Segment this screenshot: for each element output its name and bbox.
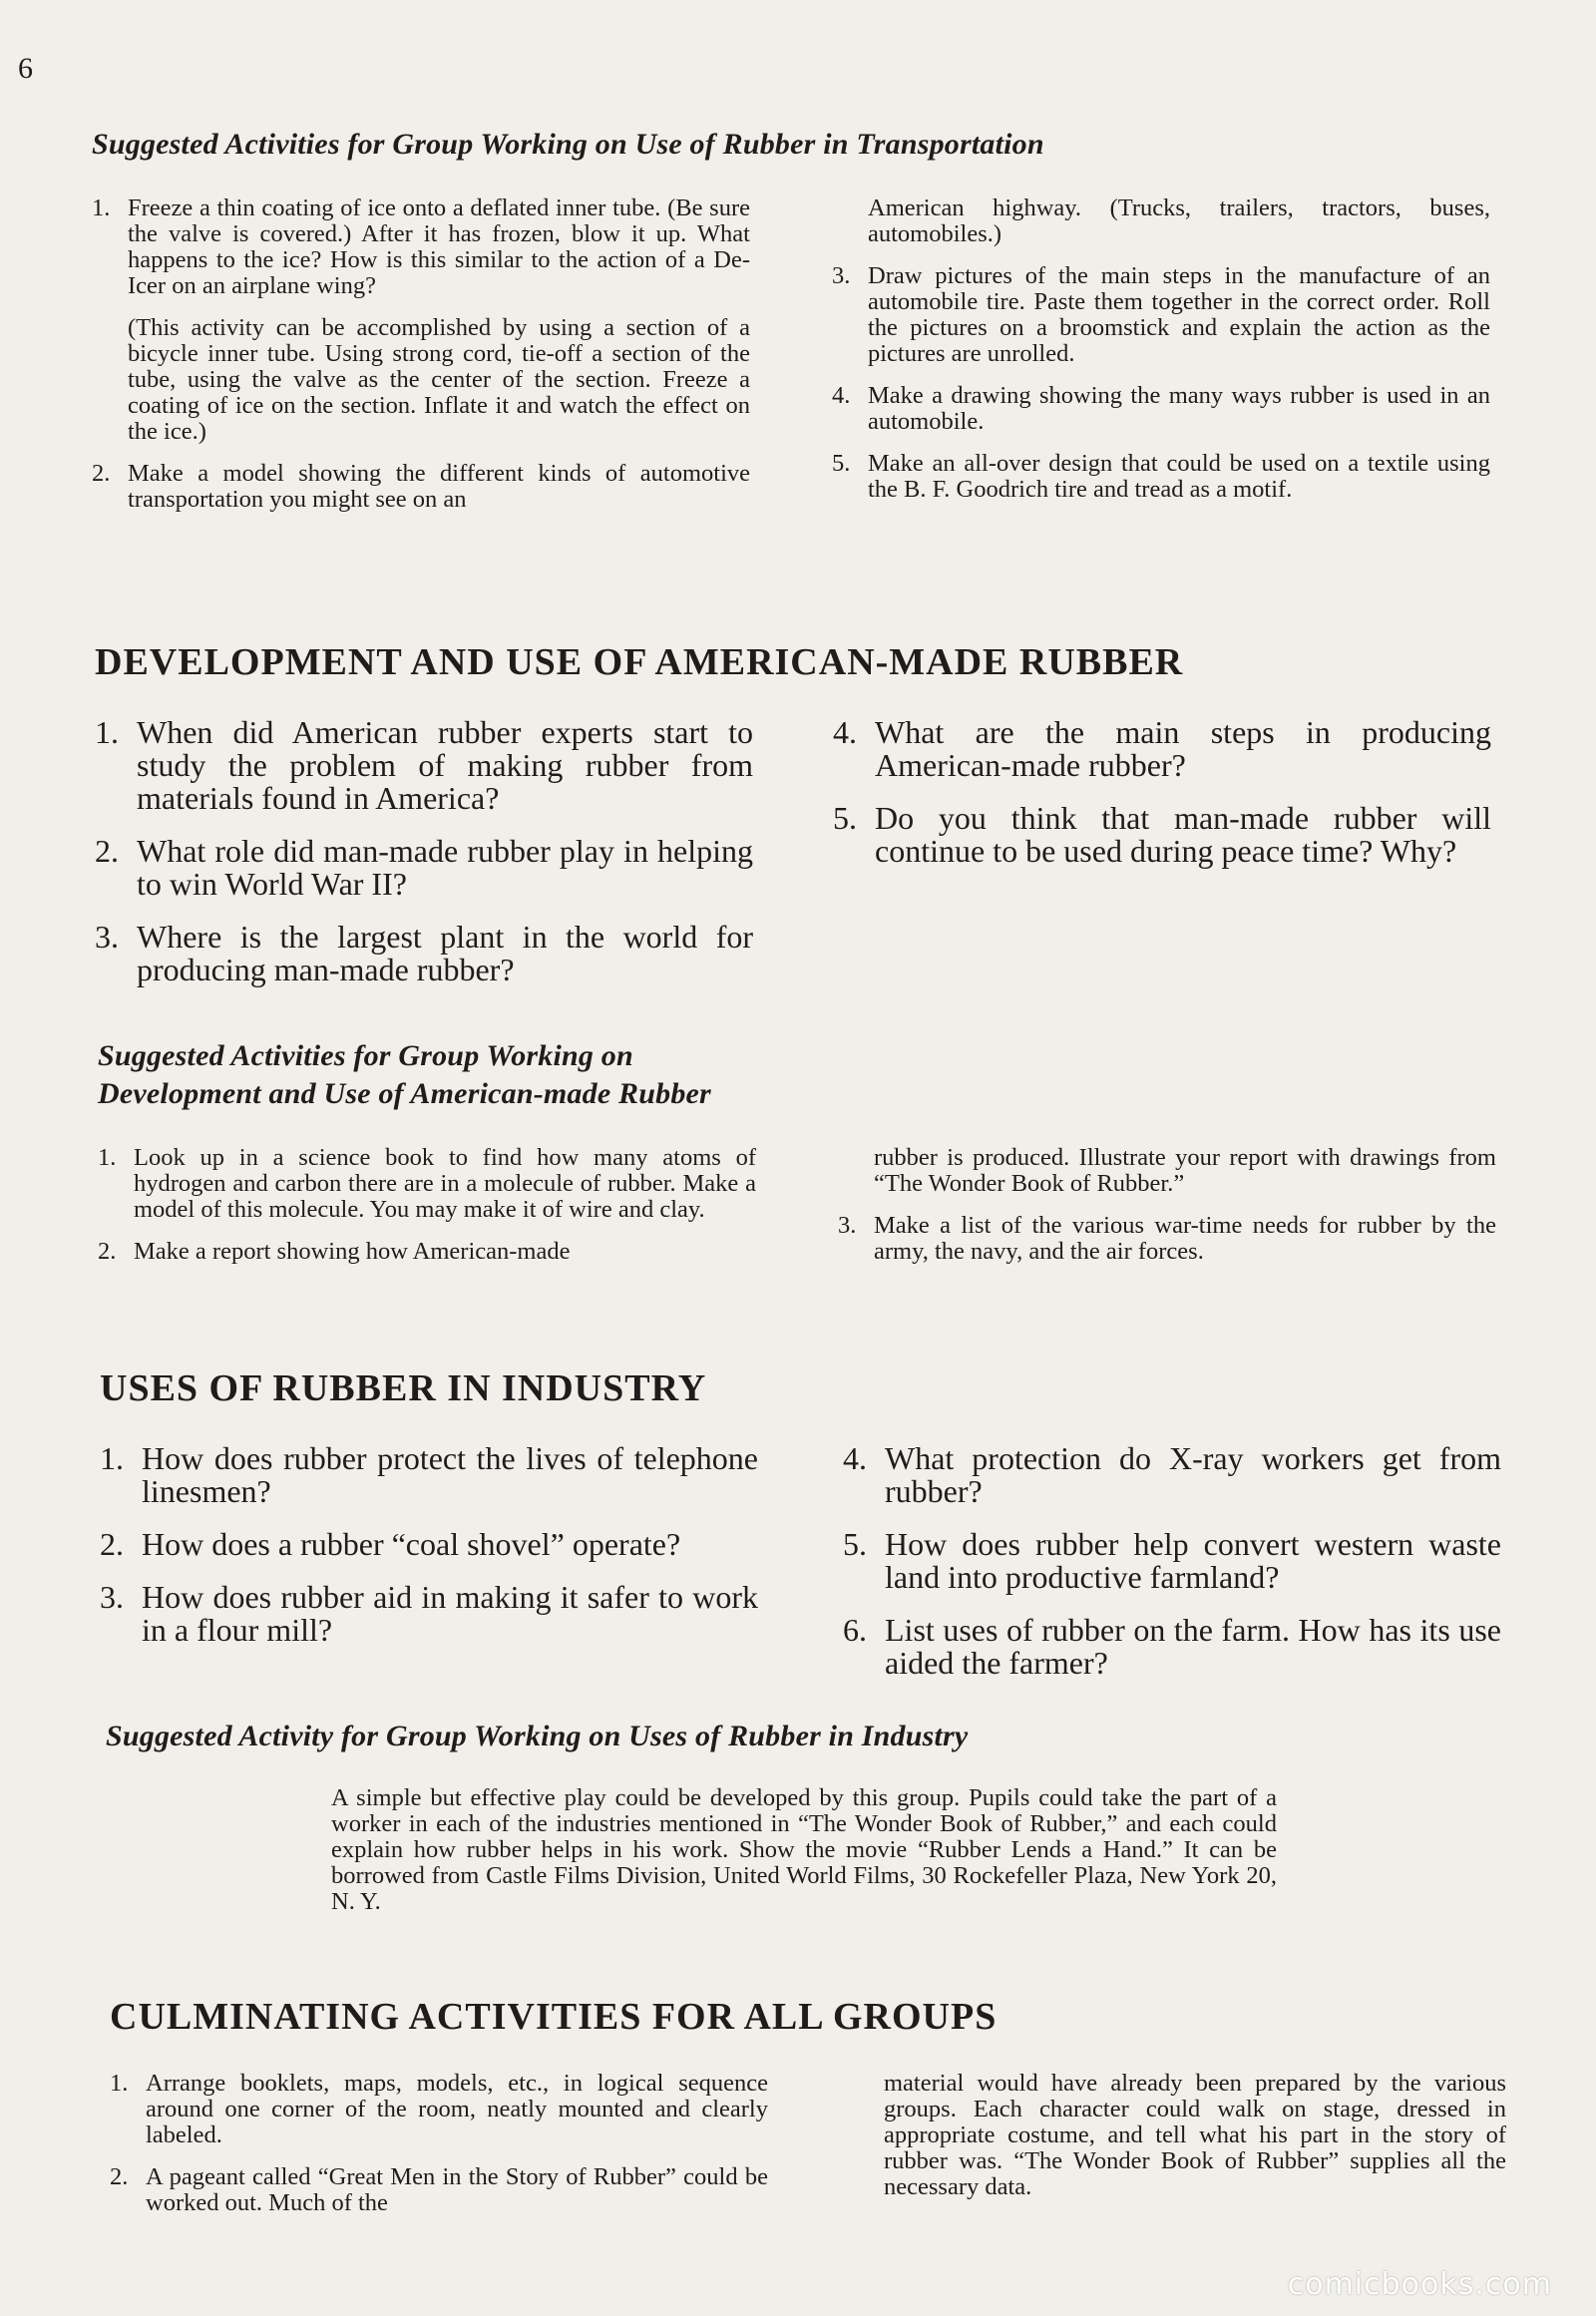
list-item: 1. Freeze a thin coating of ice onto a deflated inner tube. (Be sure the valve is covered.) After it has frozen, blow it up. What happens to the ice? How is this similar to the action of a De-Icer on an airplane wing?: [92, 194, 750, 299]
list-item: material would have already been prepared by the various groups. Each character could walk on stage, dressed in appropriate costume, and tell what his part in the story of rubber was. “The Wonder Book of Rubber” supplies all the necessary data.: [884, 2070, 1506, 2200]
list-item: rubber is produced. Illustrate your report with drawings from “The Wonder Book of Rubber.”: [874, 1144, 1496, 1197]
american-activities-subhead-line1: Suggested Activities for Group Working on: [98, 1039, 633, 1072]
american-activities-subhead-line2: Development and Use of American-made Rubber: [98, 1077, 711, 1110]
industry-right-list: [843, 1442, 1501, 1700]
industry-activity-text: A simple but effective play could be developed by this group. Pupils could take the part of a worker in each of the industries mentioned in “The Wonder Book of Rubber,” and each could explain how rubber helps in his work. Show the movie “Rubber Lends a Hand.” It can be borrowed from Castle Films Division, United World Films, 30 Rockefeller Plaza, New York 20, N. Y.: [331, 1784, 1277, 1915]
culminating-left-list: [110, 2071, 768, 2232]
list-item: 3. Make a list of the various war-time needs for rubber by the army, the navy, and the air forces.: [838, 1212, 1496, 1265]
list-item: 5. Make an all-over design that could be used on a textile using the B. F. Goodrich tire and tread as a motif.: [832, 450, 1490, 503]
industry-columns: [100, 1442, 1501, 1700]
culminating-columns: [110, 2071, 1506, 2232]
list-item: 2. A pageant called “Great Men in the Story of Rubber” could be worked out. Much of the: [110, 2163, 768, 2216]
list-item: 5. Do you think that man-made rubber will continue to be used during peace time? Why?: [833, 800, 1491, 869]
industry-left-list: [100, 1442, 758, 1700]
culminating-heading: CULMINATING ACTIVITIES FOR ALL GROUPS: [110, 1996, 998, 2038]
list-item: 2. What role did man-made rubber play in helping to win World War II?: [95, 833, 753, 902]
american-columns: [95, 716, 1491, 1006]
list-item: 4. What protection do X-ray workers get from rubber?: [843, 1440, 1501, 1509]
industry-activity-subhead: Suggested Activity for Group Working on Uses of Rubber in Industry: [106, 1720, 969, 1752]
american-activities-left-list: [98, 1145, 756, 1281]
list-item: American highway. (Trucks, trailers, tractors, buses, automobiles.): [868, 194, 1490, 247]
list-item: 2. Make a model showing the different kinds of automotive transportation you might see on an: [92, 460, 750, 513]
transport-right-list: [832, 195, 1490, 529]
list-item: 4. What are the main steps in producing American-made rubber?: [833, 714, 1491, 783]
list-item: 1. When did American rubber experts start to study the problem of making rubber from materials found in America?: [95, 714, 753, 816]
american-heading: DEVELOPMENT AND USE OF AMERICAN-MADE RUBBER: [95, 641, 1184, 683]
transport-subhead: Suggested Activities for Group Working on Use of Rubber in Transportation: [92, 128, 1044, 161]
list-item: 6. List uses of rubber on the farm. How has its use aided the farmer?: [843, 1612, 1501, 1681]
list-item: 1. Look up in a science book to find how many atoms of hydrogen and carbon there are in a molecule of rubber. Make a model of this molecule. You may make it of wire and clay.: [98, 1144, 756, 1223]
list-item: 3. How does rubber aid in making it safer to work in a flour mill?: [100, 1579, 758, 1648]
list-item: 1. How does rubber protect the lives of telephone linesmen?: [100, 1440, 758, 1509]
list-item: 3. Draw pictures of the main steps in the manufacture of an automobile tire. Paste them together in the correct order. Roll the pictures on a broomstick and explain the action as the pictures are unrolled.: [832, 262, 1490, 367]
list-item: (This activity can be accomplished by using a section of a bicycle inner tube. Using strong cord, tie-off a section of the tube, using the valve as the center of the section. Freeze a coating of ice on the section. Inflate it and watch the effect on the ice.): [128, 314, 750, 445]
list-item: 3. Where is the largest plant in the world for producing man-made rubber?: [95, 919, 753, 987]
transport-left-list: [92, 195, 750, 529]
american-right-list: [833, 716, 1491, 1006]
transport-columns: [92, 195, 1490, 529]
industry-activity-paragraph: [331, 1785, 1277, 1915]
american-left-list: [95, 716, 753, 1006]
list-item: 1. Arrange booklets, maps, models, etc., in logical sequence around one corner of the room, neatly mounted and clearly labeled.: [110, 2070, 768, 2148]
american-activities-right-list: [838, 1145, 1496, 1281]
list-item: 2. Make a report showing how American-made: [98, 1238, 571, 1265]
watermark: comicbooks.com: [1287, 2267, 1552, 2302]
american-activities-columns: [98, 1145, 1496, 1281]
page-number: 6: [18, 52, 33, 85]
list-item: 4. Make a drawing showing the many ways rubber is used in an automobile.: [832, 382, 1490, 435]
list-item: 2. How does a rubber “coal shovel” operate?: [100, 1526, 681, 1562]
culminating-right-list: [848, 2071, 1506, 2232]
industry-heading: USES OF RUBBER IN INDUSTRY: [100, 1367, 707, 1409]
list-item: 5. How does rubber help convert western waste land into productive farmland?: [843, 1526, 1501, 1595]
american-activities-subhead: [98, 1037, 711, 1113]
